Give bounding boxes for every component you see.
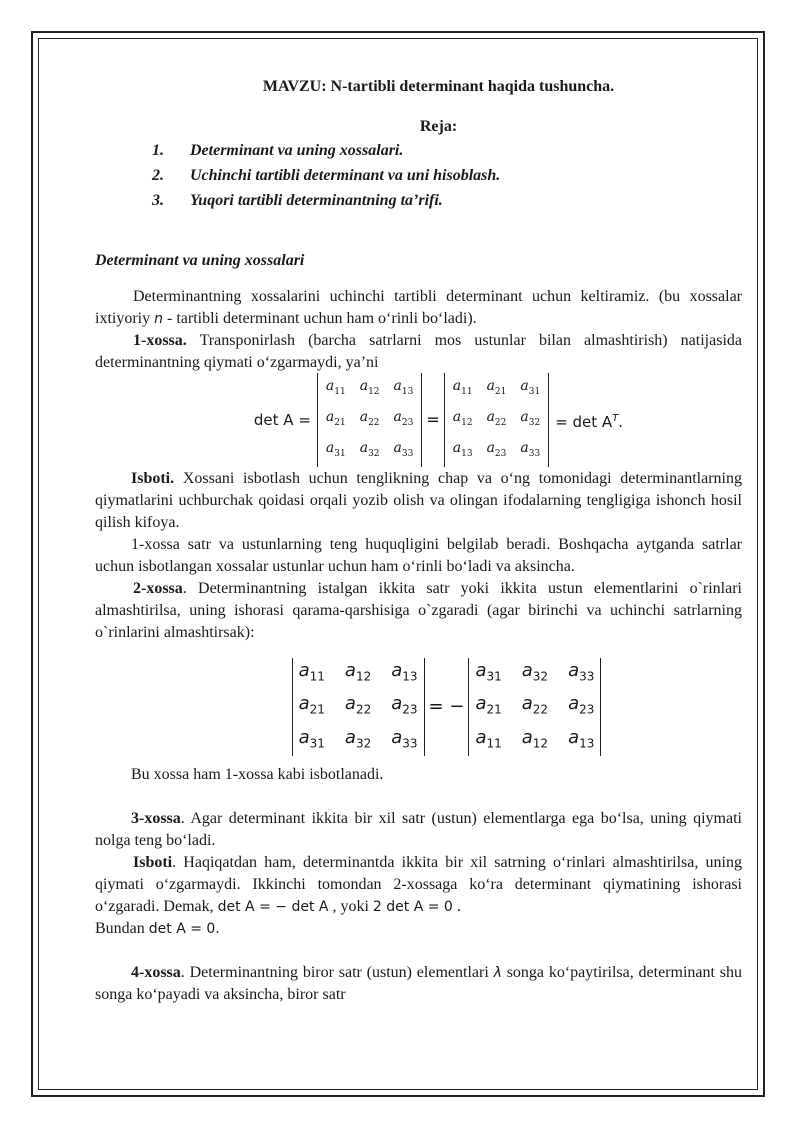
matrix-left	[292, 658, 425, 757]
property-2-text: . Determinantning istalgan ikkita satr yoki ikkita ustun elementlarini o`rinlari almashtirilsa, uning ishorasi qarama-qarshisiga o`zgaradi (agar birinchi va uchinchi satrlarning o`rinlarini almashtirsak):	[95, 580, 742, 641]
property-2	[95, 578, 742, 644]
matrix-element: $a_{12}$	[521, 726, 549, 751]
matrix-element: $a_{32}$	[359, 439, 380, 459]
proof-3-text: . Haqiqatdan ham, determinantda ikkita bir xil satrning o‘rinlari almashtirilsa, uning qiymati o‘zgarmaydi. Ikkinchi tomondan 2-xossaga ko‘ra determinant qiymatining ishorasi o‘zgaradi. Demak,	[95, 854, 742, 915]
eq2-middle: = −	[428, 696, 465, 717]
property-4-text: . Determinantning biror satr (ustun) elementlari	[180, 964, 494, 981]
eq1-right	[555, 408, 623, 433]
eq1-superscript: T	[612, 412, 619, 424]
intro-text-end: - tartibli determinant uchun ham o‘rinli bo‘ladi).	[162, 310, 477, 327]
proof-3	[95, 852, 742, 940]
plan-item-text: Uchinchi tartibli determinant va uni hisoblash.	[190, 167, 501, 184]
intro-text: Determinantning xossalarini uchinchi tartibli determinant uchun keltiramiz. (bu xossalar ixtiyoriy	[95, 288, 742, 327]
proof-1-text: Xossani isbotlash uchun tenglikning chap va o‘ng tomonidagi determinantlarning qiymatlarini uchburchak qoidasi orqali yozib olish va olingan ifodalarning tengligiga ishonch hosil qilish kifoya.	[95, 470, 742, 531]
matrix-element: $a_{32}$	[521, 659, 549, 684]
note-2: Bu xossa ham 1-xossa kabi isbotlanadi.	[131, 766, 384, 783]
document-body	[95, 76, 742, 1006]
property-2-label: 2-xossa	[133, 580, 183, 597]
matrix-element: $a_{33}$	[391, 726, 418, 751]
property-1-label: 1-xossa.	[133, 332, 187, 349]
matrix-element: $a_{23}$	[391, 693, 418, 717]
matrix-a-transposed	[444, 373, 549, 466]
eq1-middle: =	[426, 410, 440, 429]
matrix-element: $a_{21}$	[475, 693, 502, 717]
intro-paragraph	[95, 286, 742, 330]
matrix-element: $a_{11}$	[325, 378, 346, 398]
equation-swap-rows	[151, 659, 742, 752]
matrix-element: $a_{21}$	[325, 409, 346, 428]
matrix-element: $a_{11}$	[452, 378, 473, 398]
matrix-element: $a_{13}$	[391, 659, 418, 684]
property-1	[95, 330, 742, 374]
eq1-end: .	[618, 412, 624, 431]
plan-item-number: 3.	[152, 192, 164, 209]
plan-item	[95, 190, 742, 215]
matrix-element: $a_{22}$	[344, 693, 372, 717]
eq1-left: det A =	[253, 411, 311, 429]
matrix-element: $a_{31}$	[475, 659, 502, 684]
plan-list	[95, 140, 742, 215]
property-4-text-end: songa ko‘paytirilsa, determinant shu songa ko‘payadi va aksincha, biror satr	[95, 964, 742, 1003]
matrix-element: $a_{22}$	[521, 693, 549, 717]
matrix-element: $a_{13}$	[568, 726, 595, 751]
property-3	[95, 808, 742, 852]
matrix-element: $a_{21}$	[298, 693, 325, 717]
matrix-element: $a_{31}$	[325, 439, 346, 459]
matrix-element: $a_{22}$	[359, 409, 380, 428]
eq-det-neg: det A = − det A	[217, 899, 329, 915]
matrix-element: $a_{23}$	[486, 439, 507, 459]
proof-1	[95, 468, 742, 534]
matrix-rows-swapped	[468, 658, 601, 757]
matrix-element: $a_{21}$	[486, 378, 507, 398]
matrix-element: $a_{12}$	[344, 659, 372, 684]
note-1: 1-xossa satr va ustunlarning teng huquqligini belgilab beradi. Boshqacha aytganda satrlar uchun isbotlangan xossalar ustunlar uchun ham o‘rinli bo‘ladi va aksincha.	[95, 536, 742, 575]
matrix-element: $a_{32}$	[344, 726, 372, 751]
eq-2det: 2 det A = 0	[372, 899, 453, 915]
equation-transpose	[135, 380, 742, 460]
property-3-text: . Agar determinant ikkita bir xil satr (ustun) elementlarga ega bo‘lsa, uning qiymati nolga teng bo‘ladi.	[95, 810, 742, 849]
matrix-element: $a_{11}$	[475, 726, 502, 751]
plan-item-number: 1.	[152, 142, 164, 159]
var-n: n	[154, 311, 163, 327]
matrix-element: $a_{23}$	[393, 409, 414, 428]
proof-3-end: .	[452, 898, 461, 915]
plan-heading: Reja:	[419, 118, 458, 135]
document-title: MAVZU: N-tartibli determinant haqida tushuncha.	[262, 78, 615, 95]
lambda-symbol: λ	[493, 965, 502, 981]
plan-item-text: Yuqori tartibli determinantning ta’rifi.	[190, 192, 443, 209]
section-heading: Determinant va uning xossalari	[95, 252, 305, 269]
matrix-element: $a_{12}$	[452, 409, 473, 428]
matrix-element: $a_{12}$	[359, 378, 380, 398]
matrix-element: $a_{31}$	[298, 726, 325, 751]
matrix-element: $a_{31}$	[520, 378, 541, 398]
eq-det-zero: det A = 0.	[148, 921, 220, 937]
proof-3-label: Isboti	[133, 854, 173, 871]
property-1-text: Transponirlash (barcha satrlarni mos ustunlar bilan almashtirish) natijasida determinantning qiymati o‘zgarmaydi, ya’ni	[95, 332, 742, 371]
matrix-element: $a_{13}$	[393, 378, 414, 398]
plan-item-number: 2.	[152, 167, 164, 184]
property-4	[95, 962, 742, 1006]
matrix-element: $a_{22}$	[486, 409, 507, 428]
matrix-element: $a_{32}$	[520, 409, 541, 428]
matrix-element: $a_{13}$	[452, 439, 473, 459]
matrix-element: $a_{23}$	[568, 693, 595, 717]
proof-1-label: Isboti.	[131, 470, 175, 487]
eq1-right-text: = det A	[555, 412, 613, 431]
plan-item	[95, 140, 742, 165]
matrix-element: $a_{33}$	[568, 659, 595, 684]
property-4-label: 4-xossa	[131, 964, 181, 981]
matrix-element: $a_{33}$	[520, 439, 541, 459]
proof-3-mid: , yoki	[328, 898, 373, 915]
plan-item	[95, 165, 742, 190]
matrix-a	[317, 373, 422, 466]
property-3-label: 3-xossa	[131, 810, 181, 827]
plan-item-text: Determinant va uning xossalari.	[190, 142, 404, 159]
proof-3-bundan: Bundan	[95, 920, 149, 937]
matrix-element: $a_{11}$	[298, 659, 325, 684]
matrix-element: $a_{33}$	[393, 439, 414, 459]
